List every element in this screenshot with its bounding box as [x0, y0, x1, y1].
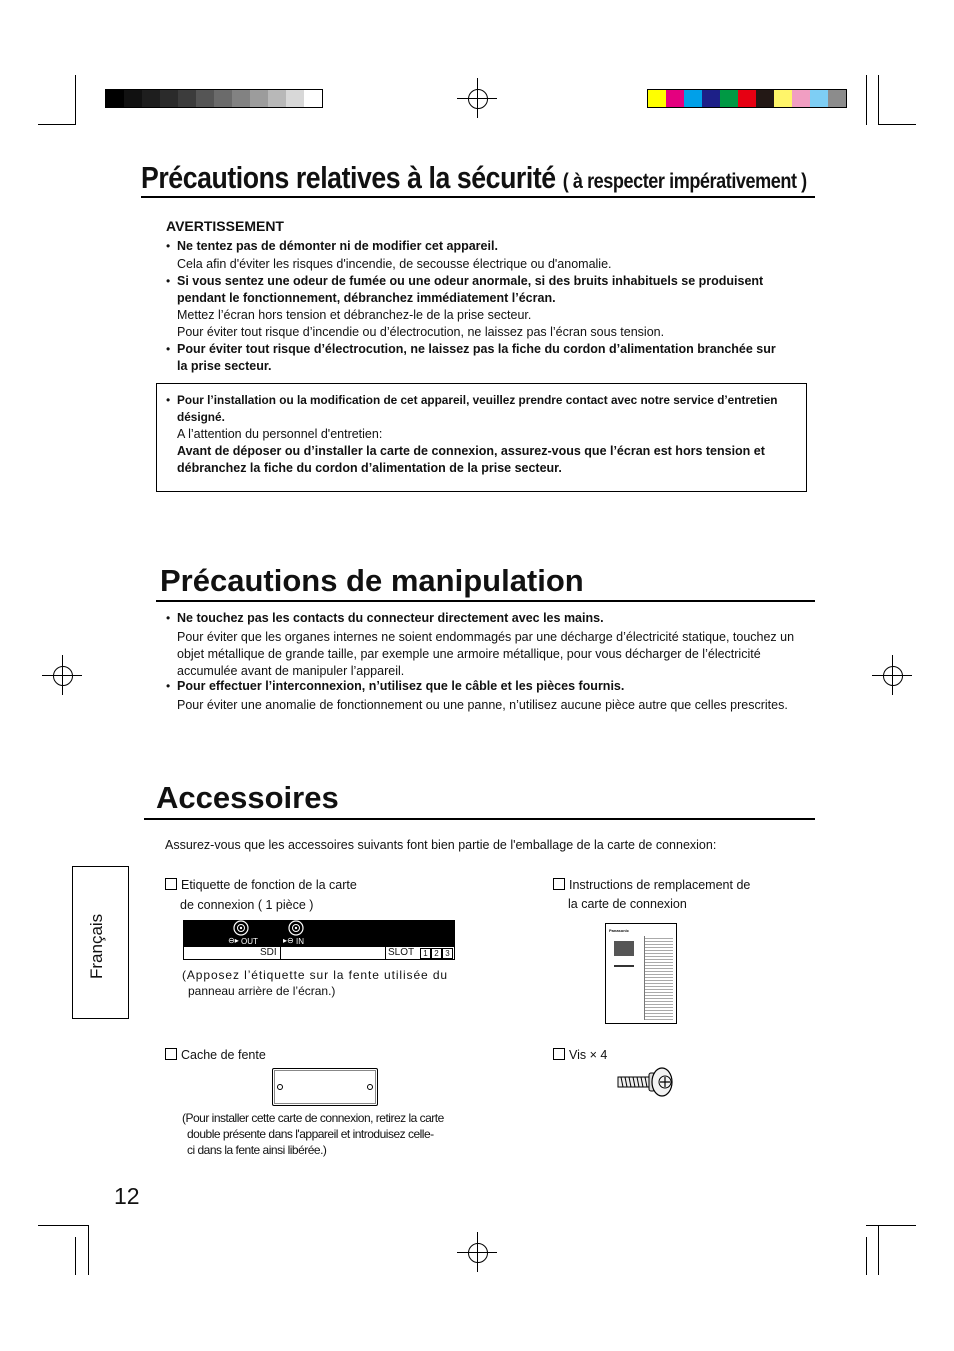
- checkbox-icon: [553, 878, 565, 890]
- color-swatch: [810, 90, 828, 107]
- crop-mark: [866, 1237, 867, 1275]
- service-notice-bold: désigné.: [177, 410, 225, 424]
- color-swatch: [702, 90, 720, 107]
- handling-item-1-bold: Ne touchez pas les contacts du connecteur directement avec les mains.: [177, 611, 604, 625]
- brand-label: Panasonic: [609, 928, 630, 933]
- slot-number: 3: [442, 948, 453, 959]
- crop-mark: [38, 1225, 88, 1226]
- language-tab: [72, 866, 129, 1019]
- color-swatch: [268, 90, 286, 107]
- registration-mark: [457, 1232, 497, 1272]
- label-item-line1: Etiquette de fonction de la carte: [181, 878, 357, 892]
- checkbox-icon: [165, 878, 177, 890]
- crop-mark: [75, 1237, 76, 1275]
- label-item-line2: de connexion ( 1 pièce ): [180, 898, 314, 912]
- crop-mark: [866, 75, 867, 125]
- in-arrow-icon: ▸⊖: [283, 936, 294, 945]
- color-swatch: [160, 90, 178, 107]
- bullet: •: [166, 239, 171, 253]
- sdi-label: SDI: [260, 947, 277, 958]
- accessories-intro: Assurez-vous que les accessoires suivants font bien partie de l'emballage de la carte de connexion:: [165, 838, 717, 852]
- handling-item-2-text: Pour éviter une anomalie de fonctionnement ou une panne, n’utilisez aucune pièce autre que celles prescrites.: [177, 698, 788, 712]
- color-swatch: [286, 90, 304, 107]
- color-swatch: [666, 90, 684, 107]
- color-swatch: [250, 90, 268, 107]
- crop-mark: [866, 1225, 916, 1226]
- color-swatch: [178, 90, 196, 107]
- color-swatch: [214, 90, 232, 107]
- instructions-item-line2: la carte de connexion: [568, 897, 687, 911]
- screw-icon: [616, 1065, 676, 1099]
- slot-cover-image: [272, 1068, 378, 1106]
- safety-item-2-bold: Si vous sentez une odeur de fumée ou une odeur anormale, si des bruits inhabituels se produisent: [177, 274, 764, 288]
- registration-mark: [872, 655, 912, 695]
- color-swatch: [684, 90, 702, 107]
- slot-cover-note: double présente dans l'appareil et introduisez celle-: [187, 1127, 434, 1141]
- service-notice-bold: Pour l’installation ou la modification de cet appareil, veuillez prendre contact avec notre service d’entretien: [177, 393, 778, 407]
- handling-item-2-bold: Pour effectuer l’interconnexion, n’utilisez que le câble et les pièces fournis.: [177, 679, 625, 693]
- checkbox-icon: [165, 1048, 177, 1060]
- color-swatch: [142, 90, 160, 107]
- instructions-item: [553, 877, 750, 894]
- accessories-title: Accessoires: [156, 780, 339, 815]
- label-note: panneau arrière de l’écran.): [188, 984, 336, 998]
- handling-item-1-text: Pour éviter que les organes internes ne soient endommagés par une décharge d’électricité statique, touchez un: [177, 630, 795, 644]
- instruction-sheet-image: [605, 923, 677, 1024]
- slot-cover-label: Cache de fente: [181, 1048, 266, 1062]
- crop-mark: [878, 1225, 879, 1275]
- color-swatch: [304, 90, 322, 107]
- color-bar: [647, 89, 847, 108]
- crop-mark: [75, 75, 76, 125]
- handling-title: Précautions de manipulation: [160, 563, 584, 598]
- registration-mark: [42, 655, 82, 695]
- bullet: •: [166, 611, 171, 625]
- screws-item: [553, 1047, 607, 1064]
- safety-item-2-bold: pendant le fonctionnement, débranchez immédiatement l’écran.: [177, 291, 556, 305]
- crop-mark: [88, 1225, 89, 1275]
- color-swatch: [738, 90, 756, 107]
- color-swatch: [106, 90, 124, 107]
- safety-item-2-text: Pour éviter tout risque d’incendie ou d’électrocution, ne laissez pas l’écran sous tension.: [177, 325, 665, 339]
- color-swatch: [774, 90, 792, 107]
- function-label-image: [183, 920, 455, 960]
- title-rule: [141, 196, 815, 198]
- in-label: IN: [296, 937, 304, 946]
- title-rule: [144, 818, 815, 820]
- bullet: •: [166, 342, 171, 356]
- color-swatch: [720, 90, 738, 107]
- registration-mark: [457, 78, 497, 118]
- instructions-item-line1: Instructions de remplacement de: [569, 878, 751, 892]
- color-swatch: [828, 90, 846, 107]
- title-rule: [156, 600, 815, 602]
- bullet: •: [166, 274, 171, 288]
- safety-item-1-bold: Ne tentez pas de démonter ni de modifier cet appareil.: [177, 239, 498, 253]
- safety-item-1-text: Cela afin d'éviter les risques d'incendie, de secousse électrique ou d'anomalie.: [177, 257, 612, 271]
- service-notice-text: A l’attention du personnel d'entretien:: [177, 427, 383, 441]
- crop-mark: [38, 124, 76, 125]
- color-swatch: [792, 90, 810, 107]
- safety-subtitle: ( à respecter impérativement ): [562, 170, 807, 193]
- out-arrow-icon: ⊖▸: [228, 936, 239, 945]
- crop-mark: [878, 75, 879, 125]
- crop-mark: [878, 124, 916, 125]
- safety-title: Précautions relatives à la sécurité ( à respecter impérativement ): [141, 160, 807, 195]
- color-swatch: [196, 90, 214, 107]
- warning-heading: AVERTISSEMENT: [166, 218, 284, 234]
- page-number: 12: [114, 1183, 140, 1209]
- safety-item-3-bold: la prise secteur.: [177, 359, 272, 373]
- color-swatch: [648, 90, 666, 107]
- out-label: OUT: [241, 937, 258, 946]
- slot-number: 1: [420, 948, 431, 959]
- handling-item-1-text: accumulée avant de manipuler l’appareil.: [177, 664, 405, 678]
- safety-item-2-text: Mettez l’écran hors tension et débranchez-le de la prise secteur.: [177, 308, 532, 322]
- handling-item-1-text: objet métallique de grande taille, par exemple une armoire métallique, pour vous décharger de l’électricité: [177, 647, 761, 661]
- label-note: (Apposez l’étiquette sur la fente utilisée du: [182, 968, 448, 982]
- color-swatch: [756, 90, 774, 107]
- service-notice-bold: débranchez la fiche du cordon d’alimentation de la prise secteur.: [177, 461, 562, 475]
- gray-color-bar: [105, 89, 323, 108]
- slot-cover-note: ci dans la fente ainsi libérée.): [187, 1143, 327, 1157]
- slot-cover-item: [165, 1047, 266, 1064]
- slot-label: SLOT: [388, 947, 415, 958]
- color-swatch: [124, 90, 142, 107]
- slot-number: 2: [431, 948, 442, 959]
- slot-cover-note: (Pour installer cette carte de connexion, retirez la carte: [182, 1111, 444, 1125]
- screws-label: Vis × 4: [569, 1048, 608, 1062]
- color-swatch: [232, 90, 250, 107]
- checkbox-icon: [553, 1048, 565, 1060]
- bullet: •: [166, 679, 171, 693]
- language-tab-label: Français: [87, 913, 106, 979]
- label-item: [165, 877, 357, 894]
- safety-item-3-bold: Pour éviter tout risque d’électrocution, ne laissez pas la fiche du cordon d’alimentation branchée sur: [177, 342, 776, 356]
- bullet: •: [166, 393, 171, 407]
- service-notice-bold: Avant de déposer ou d’installer la carte de connexion, assurez-vous que l’écran est hors tension et: [177, 444, 765, 458]
